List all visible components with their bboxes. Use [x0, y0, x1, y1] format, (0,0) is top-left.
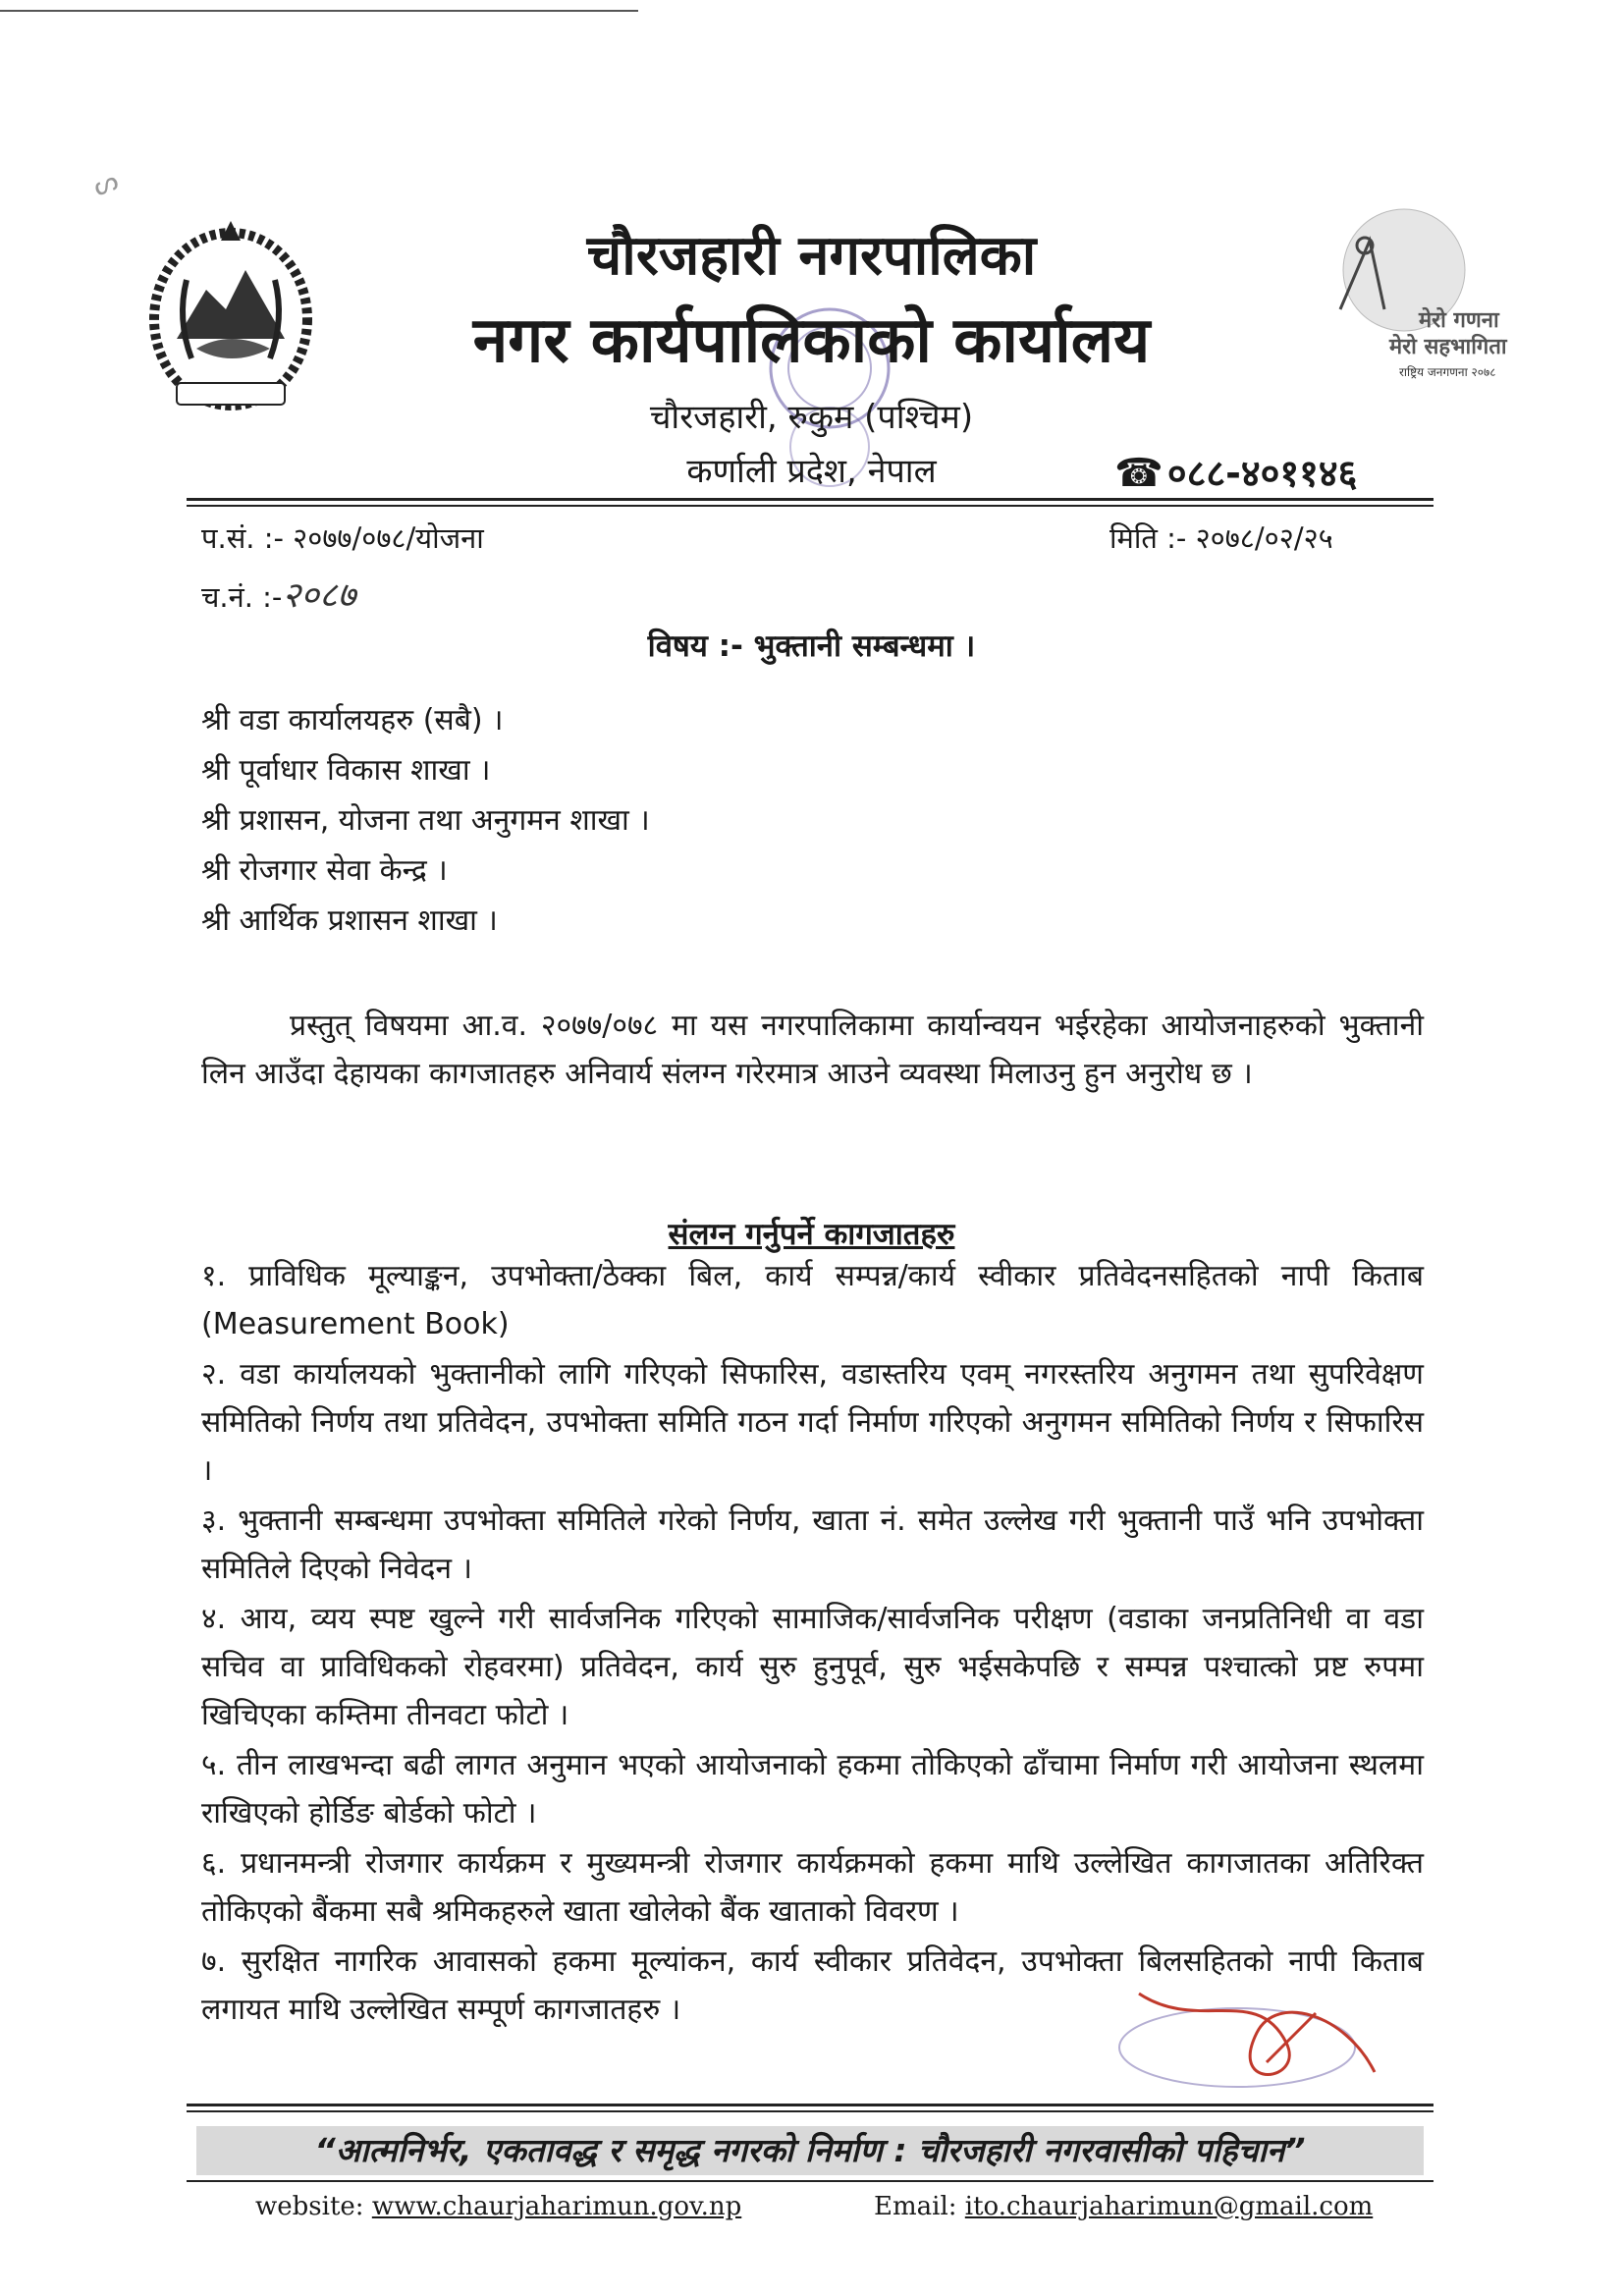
attachment-item: ६. प्रधानमन्त्री रोजगार कार्यक्रम र मुख्यमन्त्री रोजगार कार्यक्रमको हकमा माथि उल्लेखित कागजातका अतिरिक्त तोकिएको बैंकमा सबै श्रमिकहरुले खाता खोलेको बैंक खाताको विवरण । [201, 1846, 1424, 1929]
municipality-name: चौरजहारी नगरपालिका [586, 224, 1037, 288]
dispatch-label: च.नं. :- [201, 580, 283, 614]
telephone-icon: ☎ [1114, 451, 1163, 496]
email-label: Email: [874, 2192, 957, 2221]
signature-stamp [1080, 1974, 1404, 2102]
dispatch-value: २०८७ [282, 575, 356, 616]
reference-number: प.सं. :- २०७७/०७८/योजना [201, 521, 484, 555]
pen-mark: ᔕ [88, 163, 123, 203]
office-name: नगर कार्यपालिकाको कार्यालय [472, 304, 1151, 377]
footer-rule-bottom [187, 2180, 1434, 2182]
census-line2: मेरो सहभागिता [1389, 335, 1507, 359]
attachment-item: ३. भुक्तानी सम्बन्धमा उपभोक्ता समितिले गरेको निर्णय, खाता नं. समेत उल्लेख गरी भुक्तानी पाउँ भनि उपभोक्ता समितिले दिएको निवेदन । [201, 1503, 1424, 1586]
recipient-list [201, 695, 650, 946]
footer-website [255, 2192, 741, 2221]
footer-email [874, 2192, 1373, 2221]
recipient-item: श्री रोजगार सेवा केन्द्र । [201, 853, 448, 888]
website-link[interactable]: www.chaurjaharimun.gov.np [371, 2192, 742, 2221]
address-line1: चौरजहारी, रुकुम (पश्चिम) [649, 398, 974, 437]
header-rule-thin [187, 505, 1434, 507]
phone-number [1114, 447, 1357, 498]
attachments-heading: संलग्न गर्नुपर्ने कागजातहरु [668, 1217, 955, 1252]
body-paragraph [201, 1002, 1424, 1098]
footer-rule-thin [187, 2110, 1434, 2112]
census-line1: मेरो गणना [1419, 308, 1499, 333]
email-link[interactable]: ito.chaurjaharimun@gmail.com [964, 2192, 1374, 2221]
address-line2: कर्णाली प्रदेश, नेपाल [686, 452, 937, 491]
recipient-item: श्री वडा कार्यालयहरु (सबै) । [201, 703, 504, 738]
attachment-list [201, 1252, 1424, 2036]
dispatch-number [201, 570, 355, 618]
scan-top-line [0, 10, 638, 12]
attachment-item: ४. आय, व्यय स्पष्ट खुल्ने गरी सार्वजनिक गरिएको सामाजिक/सार्वजनिक परीक्षण (वडाका जनप्रतिनिधी वा वडा सचिव वा प्राविधिकको रोहवरमा) प्रतिवेदन, कार्य सुरु हुनुपूर्व, सुरु भईसकेपछि र सम्पन्न पश्चात्को प्रष्ट रुपमा खिचिएका कम्तिमा तीनवटा फोटो । [201, 1602, 1424, 1732]
website-label: website: [255, 2192, 364, 2221]
footer-rule [187, 2104, 1434, 2106]
header-rule [187, 498, 1434, 501]
recipient-item: श्री पूर्वाधार विकास शाखा । [201, 753, 491, 788]
attachment-item: ७. सुरक्षित नागरिक आवासको हकमा मूल्यांकन, कार्य स्वीकार प्रतिवेदन, उपभोक्ता बिलसहितको नापी किताब लगायत माथि उल्लेखित सम्पूर्ण कागजातहरु । [201, 1944, 1424, 2027]
body-text: प्रस्तुत् विषयमा आ.व. २०७७/०७८ मा यस नगरपालिकामा कार्यान्वयन भईरहेका आयोजनाहरुको भुक्तानी लिन आउँदा देहायका कागजातहरु अनिवार्य संलग्न गरेरमात्र आउने व्यवस्था मिलाउनु हुन अनुरोध छ । [201, 1009, 1424, 1091]
attachment-item: २. वडा कार्यालयको भुक्तानीको लागि गरिएको सिफारिस, वडास्तरिय एवम् नगरस्तरिय अनुगमन तथा सुपरिवेक्षण समितिको निर्णय तथा प्रतिवेदन, उपभोक्ता समिति गठन गर्दा निर्माण गरिएको अनुगमन समितिको निर्णय र सिफारिस । [201, 1357, 1424, 1488]
recipient-item: श्री आर्थिक प्रशासन शाखा । [201, 903, 498, 938]
phone-value: ०८८-४०११४६ [1166, 452, 1358, 495]
letter-date: मिति :- २०७८/०२/२५ [1109, 521, 1333, 555]
attachment-item: ५. तीन लाखभन्दा बढी लागत अनुमान भएको आयोजनाको हकमा तोकिएको ढाँचामा निर्माण गरी आयोजना स्थलमा राखिएको होर्डिङ बोर्डको फोटो । [201, 1748, 1424, 1831]
letter-subject: विषय :- भुक्तानी सम्बन्धमा । [647, 629, 976, 664]
census-line3: राष्ट्रिय जनगणना २०७८ [1399, 365, 1496, 379]
footer-slogan: “आत्मनिर्भर, एकतावद्ध र समृद्ध नगरको निर्माण : चौरजहारी नगरवासीको पहिचान” [196, 2126, 1424, 2175]
recipient-item: श्री प्रशासन, योजना तथा अनुगमन शाखा । [201, 803, 650, 838]
attachment-item: १. प्राविधिक मूल्याङ्कन, उपभोक्ता/ठेक्का बिल, कार्य सम्पन्न/कार्य स्वीकार प्रतिवेदनसहितको नापी किताब (Measurement Book) [201, 1259, 1424, 1341]
